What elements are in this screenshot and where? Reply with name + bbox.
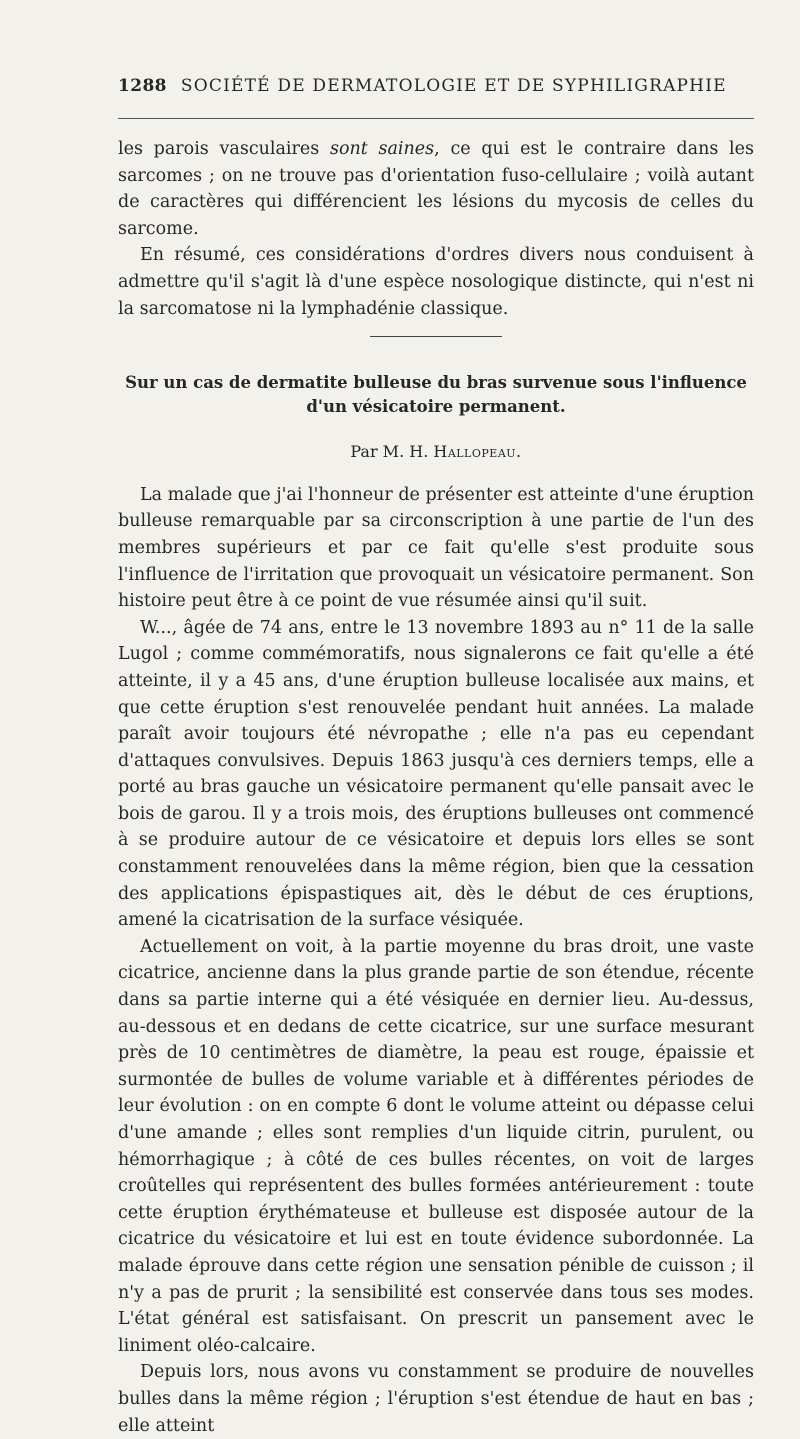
intro-text-continued: , ce qui est le contraire dans les sarcomes ; on ne trouve pas d'orientation fuso-cellulaire ; voilà autant de caractères qui différencient les lésions du mycosis de celles du sarcome. (118, 139, 754, 239)
page-number: 1288 (118, 76, 167, 96)
body-paragraph: La malade que j'ai l'honneur de présenter est atteinte d'une éruption bulleuse remarquable par sa circonscription à une partie de l'un des membres supérieurs et par ce fait qu'elle s'est produite sous l'influence de l'irritation que provoquait un vésicatoire permanent. Son histoire peut être à ce point de vue résumée ainsi qu'il suit. (118, 484, 755, 612)
body-paragraph: Depuis lors, nous avons vu constamment se produire de nouvelles bulles dans la même région ; l'éruption s'est étendue de haut en bas ; elle atteint (118, 1362, 754, 1436)
author-name: Hallopeau. (433, 442, 522, 462)
article-title: Sur un cas de dermatite bulleuse du bras survenue sous l'influence d'un vésicatoire permanent. (125, 373, 747, 417)
text-column (118, 136, 754, 1439)
journal-title: SOCIÉTÉ DE DERMATOLOGIE ET DE SYPHILIGRAPHIE (180, 76, 727, 96)
section-separator (370, 336, 502, 337)
running-header (118, 76, 754, 96)
intro-emphasis: sont saines (329, 139, 435, 159)
body-paragraph: W..., âgée de 74 ans, entre le 13 novembre 1893 au n° 11 de la salle Lugol ; comme commémoratifs, nous signalerons ce fait qu'elle a été atteinte, il y a 45 ans, d'une éruption bulleuse localisée aux mains, et que cette éruption s'est renouvelée pendant huit années. La malade paraît avoir toujours été névropathe ; elle n'a pas eu cependant d'attaques convulsives. Depuis 1863 jusqu'à ces derniers temps, elle a porté au bras gauche un vésicatoire permanent qu'elle pansait avec le bois de garou. Il y a trois mois, des éruptions bulleuses ont commencé à se produire autour de ce vésicatoire et depuis lors elles se sont constamment renouvelées dans la même région, bien que la cessation des applications épispastiques ait, dès le début de ces éruptions, amené la cicatrisation de la surface vésiquée. (118, 617, 754, 931)
header-rule (118, 118, 754, 119)
body-paragraph: Actuellement on voit, à la partie moyenne du bras droit, une vaste cicatrice, ancienne dans la plus grande partie de son étendue, récente dans sa partie interne qui a été vésiquée en dernier lieu. Au-dessus, au-dessous et en dedans de cette cicatrice, sur une surface mesurant près de 10 centimètres de diamètre, la peau est rouge, épaissie et surmontée de bulles de volume variable et à différentes périodes de leur évolution : on en compte 6 dont le volume atteint ou dépasse celui d'une amande ; elles sont remplies d'un liquide citrin, purulent, ou hémorrhagique ; à côté de ces bulles récentes, on voit de larges croûtelles qui représentent des bulles formées antérieurement : toute cette éruption érythémateuse et bulleuse est disposée autour de la cicatrice du vésicatoire et lui est en toute évidence subordonnée. La malade éprouve dans cette région une sensation pénible de cuisson ; il n'y a pas de prurit ; la sensibilité est conservée dans tous ses modes. L'état général est satisfaisant. On prescrit un pansement avec le liniment oléo-calcaire. (118, 936, 754, 1356)
intro-text: les parois vasculaires (118, 139, 330, 159)
byline-prefix: Par M. H. (350, 442, 434, 462)
intro-paragraph-2: En résumé, ces considérations d'ordres divers nous conduisent à admettre qu'il s'agit là d'une espèce nosologique distincte, qui n'est ni la sarcomatose ni la lymphadénie classique. (118, 245, 754, 319)
article-byline (118, 439, 754, 466)
intro-paragraph-1 (118, 136, 754, 242)
